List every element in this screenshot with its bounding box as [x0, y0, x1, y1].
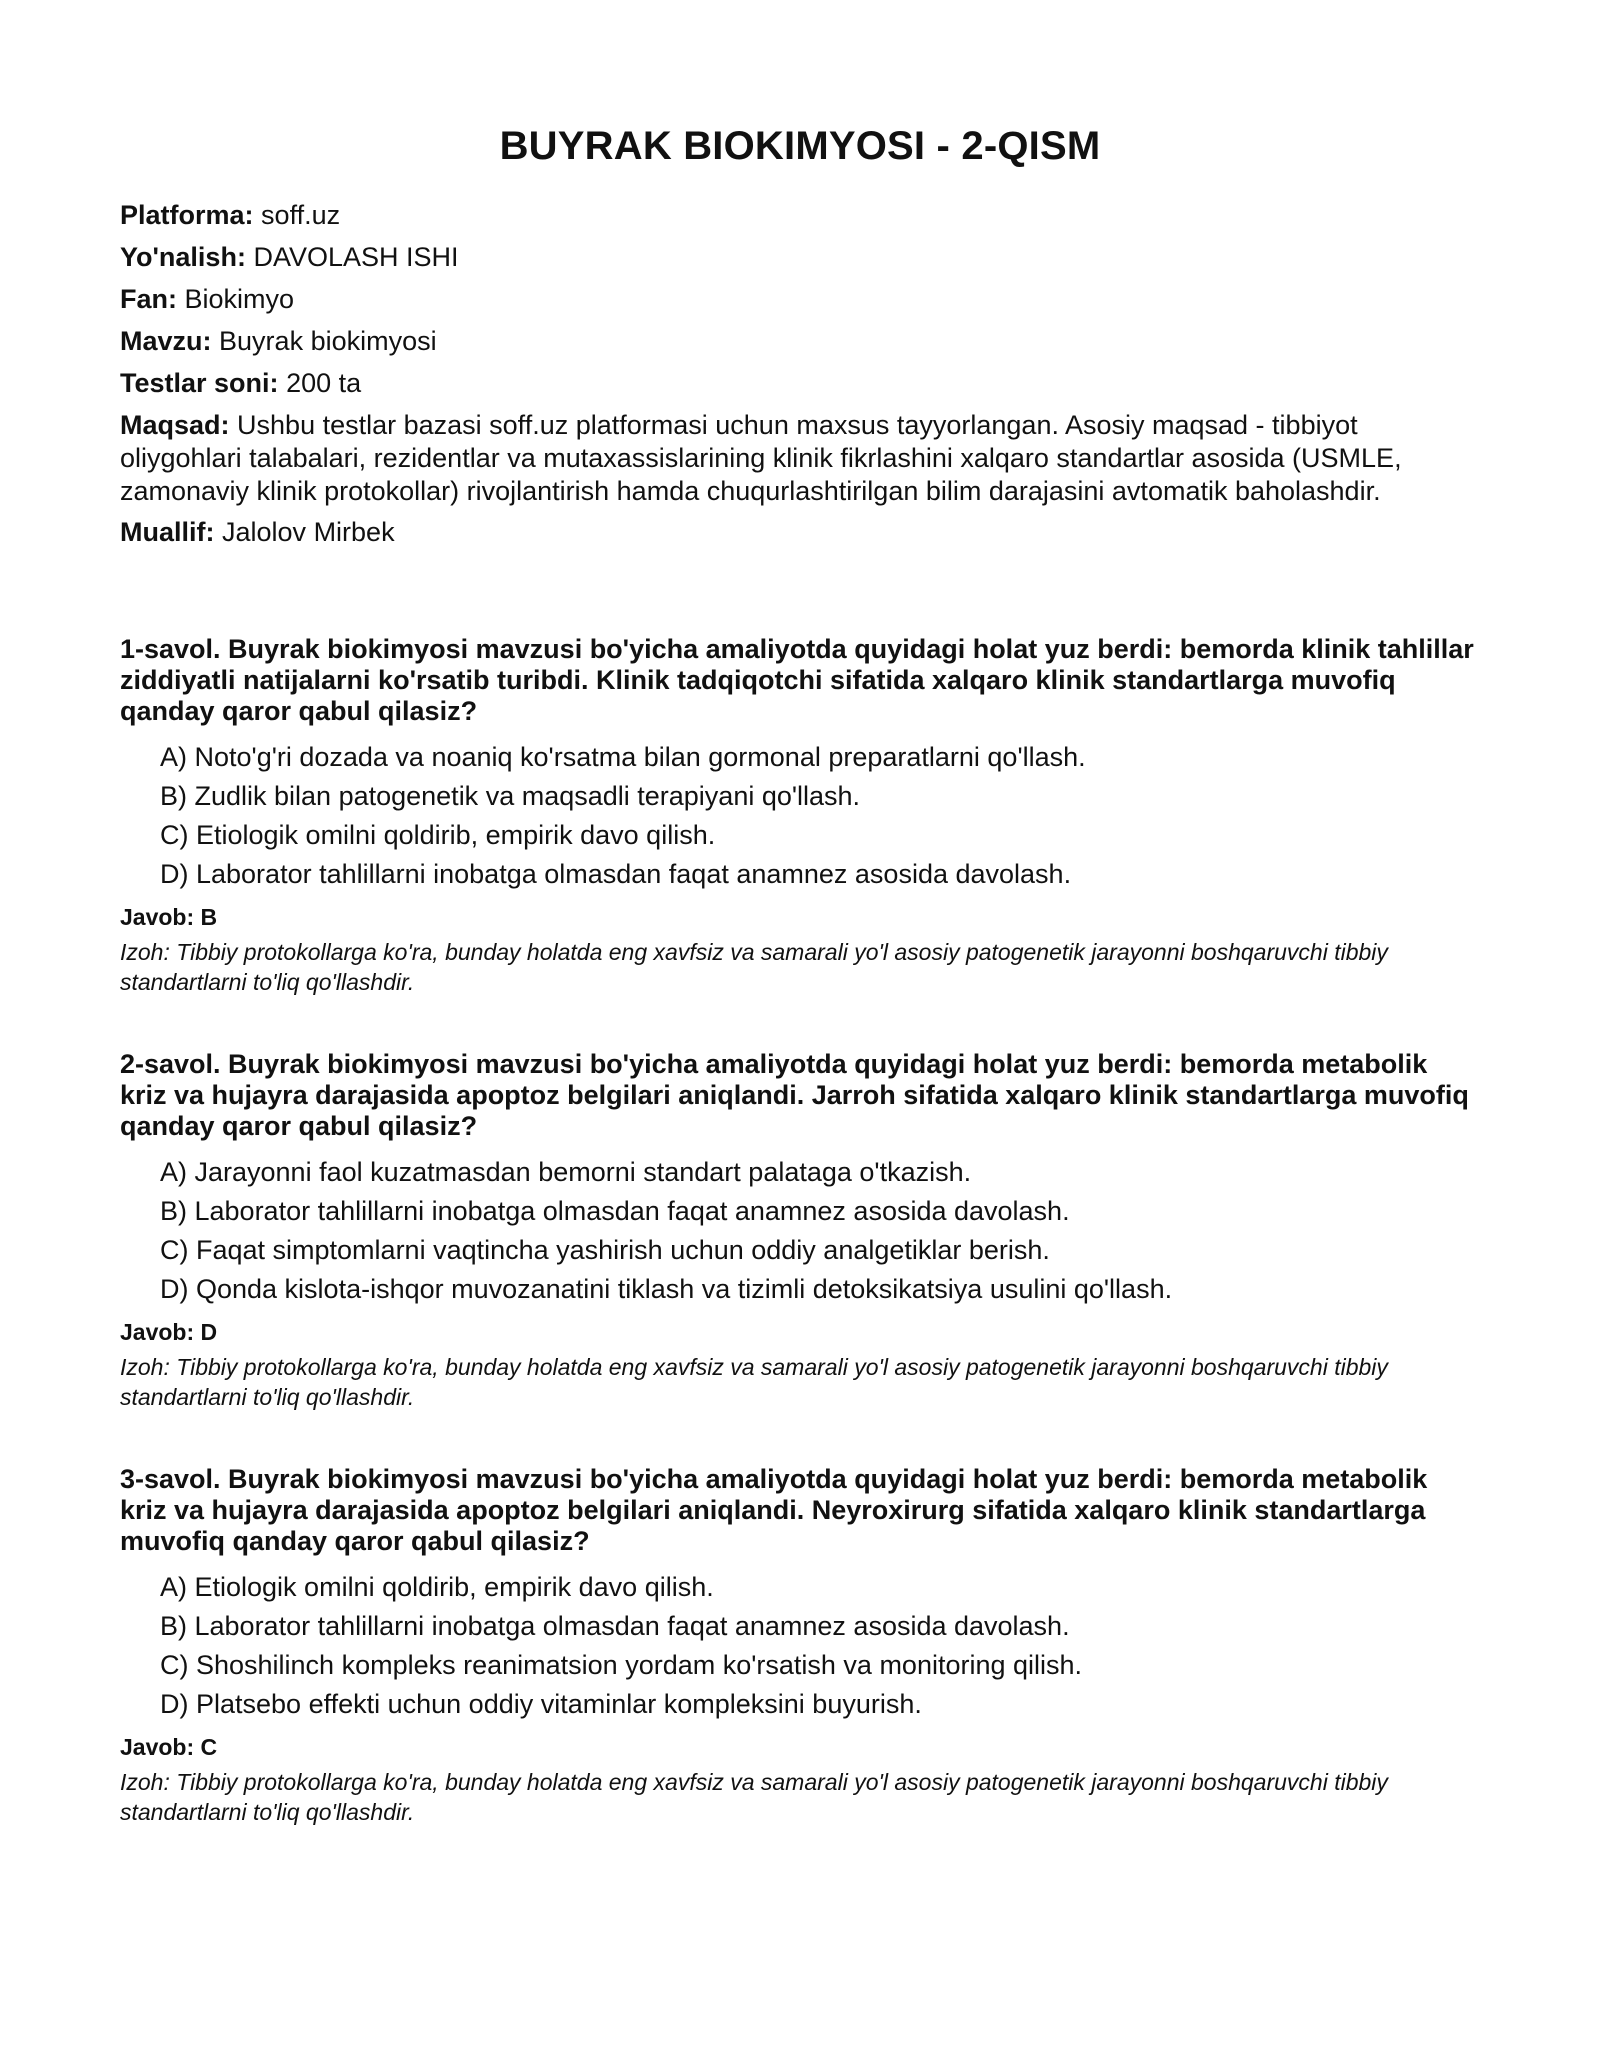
- question-block: [120, 634, 1480, 997]
- answer-label: Javob:: [120, 1319, 195, 1345]
- meta-key: Mavzu:: [120, 326, 212, 356]
- question-text: 3-savol. Buyrak biokimyosi mavzusi bo'yicha amaliyotda quyidagi holat yuz berdi: bemorda metabolik kriz va hujayra darajasida apoptoz belgilari aniqlandi. Neyroxirurg sifatida xalqaro klinik standartlarga muvofiq qanday qaror qabul qilasiz?: [120, 1464, 1428, 1556]
- question-block: [120, 1049, 1480, 1412]
- document-title: BUYRAK BIOKIMYOSI - 2-QISM: [499, 124, 1101, 168]
- meta-direction: [120, 241, 1480, 274]
- question-text: 1-savol. Buyrak biokimyosi mavzusi bo'yicha amaliyotda quyidagi holat yuz berdi: bemorda klinik tahlillar ziddiyatli natijalarni ko'rsatib turibdi. Klinik tadqiqotchi sifatida xalqaro klinik standartlarga muvofiq qanday qaror qabul qilasiz?: [120, 634, 1474, 726]
- answer-value: C: [200, 1734, 218, 1760]
- meta-value: 200 ta: [286, 368, 362, 398]
- meta-key: Yo'nalish:: [120, 242, 246, 272]
- meta-key: Testlar soni:: [120, 368, 279, 398]
- meta-test-count: [120, 367, 1480, 400]
- meta-platform: [120, 199, 1480, 232]
- option-b: B) Zudlik bilan patogenetik va maqsadli terapiyani qo'llash.: [160, 781, 861, 811]
- meta-value: Biokimyo: [184, 284, 295, 314]
- option-d: D) Laborator tahlillarni inobatga olmasdan faqat anamnez asosida davolash.: [160, 859, 1072, 889]
- explanation-note: Izoh: Tibbiy protokollarga ko'ra, bunday holatda eng xavfsiz va samarali yo'l asosiy patogenetik jarayonni boshqaruvchi tibbiy standartlarni to'liq qo'llashdir.: [120, 939, 1388, 995]
- questions-list: [120, 634, 1480, 1827]
- meta-purpose: [120, 409, 1480, 508]
- meta-value: Ushbu testlar bazasi soff.uz platformasi uchun maxsus tayyorlangan. Asosiy maqsad - tibbiyot oliygohlari talabalari, rezidentlar va mutaxassislarining klinik fikrlashini xalqaro standartlar asosida (USMLE, zamonaviy klinik protokollar) rivojlantirish hamda chuqurlashtirilgan bilim darajasini avtomatik baholashdir.: [120, 410, 1402, 506]
- answer-line: [120, 902, 1480, 932]
- option-d: D) Qonda kislota-ishqor muvozanatini tiklash va tizimli detoksikatsiya usulini qo'llash.: [160, 1274, 1173, 1304]
- option-a: A) Etiologik omilni qoldirib, empirik davo qilish.: [160, 1572, 714, 1602]
- option-a: A) Jarayonni faol kuzatmasdan bemorni standart palataga o'tkazish.: [160, 1157, 972, 1187]
- option-c: C) Shoshilinch kompleks reanimatsion yordam ko'rsatish va monitoring qilish.: [160, 1650, 1083, 1680]
- answer-label: Javob:: [120, 1734, 195, 1760]
- explanation-note: Izoh: Tibbiy protokollarga ko'ra, bunday holatda eng xavfsiz va samarali yo'l asosiy patogenetik jarayonni boshqaruvchi tibbiy standartlarni to'liq qo'llashdir.: [120, 1769, 1388, 1825]
- answer-label: Javob:: [120, 904, 195, 930]
- meta-key: Maqsad:: [120, 410, 230, 440]
- answer-line: [120, 1732, 1480, 1762]
- option-b: B) Laborator tahlillarni inobatga olmasdan faqat anamnez asosida davolash.: [160, 1196, 1070, 1226]
- meta-topic: [120, 325, 1480, 358]
- meta-value: Jalolov Mirbek: [222, 517, 395, 547]
- answer-value: D: [200, 1319, 218, 1345]
- meta-key: Muallif:: [120, 517, 215, 547]
- answer-value: B: [200, 904, 218, 930]
- meta-value: soff.uz: [261, 200, 341, 230]
- option-b: B) Laborator tahlillarni inobatga olmasdan faqat anamnez asosida davolash.: [160, 1611, 1070, 1641]
- option-c: C) Faqat simptomlarni vaqtincha yashirish uchun oddiy analgetiklar berish.: [160, 1235, 1050, 1265]
- option-a: A) Noto'g'ri dozada va noaniq ko'rsatma bilan gormonal preparatlarni qo'llash.: [160, 742, 1086, 772]
- option-c: C) Etiologik omilni qoldirib, empirik davo qilish.: [160, 820, 716, 850]
- option-d: D) Platsebo effekti uchun oddiy vitaminlar kompleksini buyurish.: [160, 1689, 922, 1719]
- meta-key: Fan:: [120, 284, 177, 314]
- question-block: [120, 1464, 1480, 1827]
- meta-key: Platforma:: [120, 200, 254, 230]
- meta-author: [120, 516, 1480, 549]
- meta-subject: [120, 283, 1480, 316]
- meta-value: DAVOLASH ISHI: [253, 242, 459, 272]
- explanation-note: Izoh: Tibbiy protokollarga ko'ra, bunday holatda eng xavfsiz va samarali yo'l asosiy patogenetik jarayonni boshqaruvchi tibbiy standartlarni to'liq qo'llashdir.: [120, 1354, 1388, 1410]
- question-text: 2-savol. Buyrak biokimyosi mavzusi bo'yicha amaliyotda quyidagi holat yuz berdi: bemorda metabolik kriz va hujayra darajasida apoptoz belgilari aniqlandi. Jarroh sifatida xalqaro klinik standartlarga muvofiq qanday qaror qabul qilasiz?: [120, 1049, 1469, 1141]
- meta-value: Buyrak biokimyosi: [219, 326, 437, 356]
- meta-section: [120, 199, 1480, 549]
- answer-line: [120, 1317, 1480, 1347]
